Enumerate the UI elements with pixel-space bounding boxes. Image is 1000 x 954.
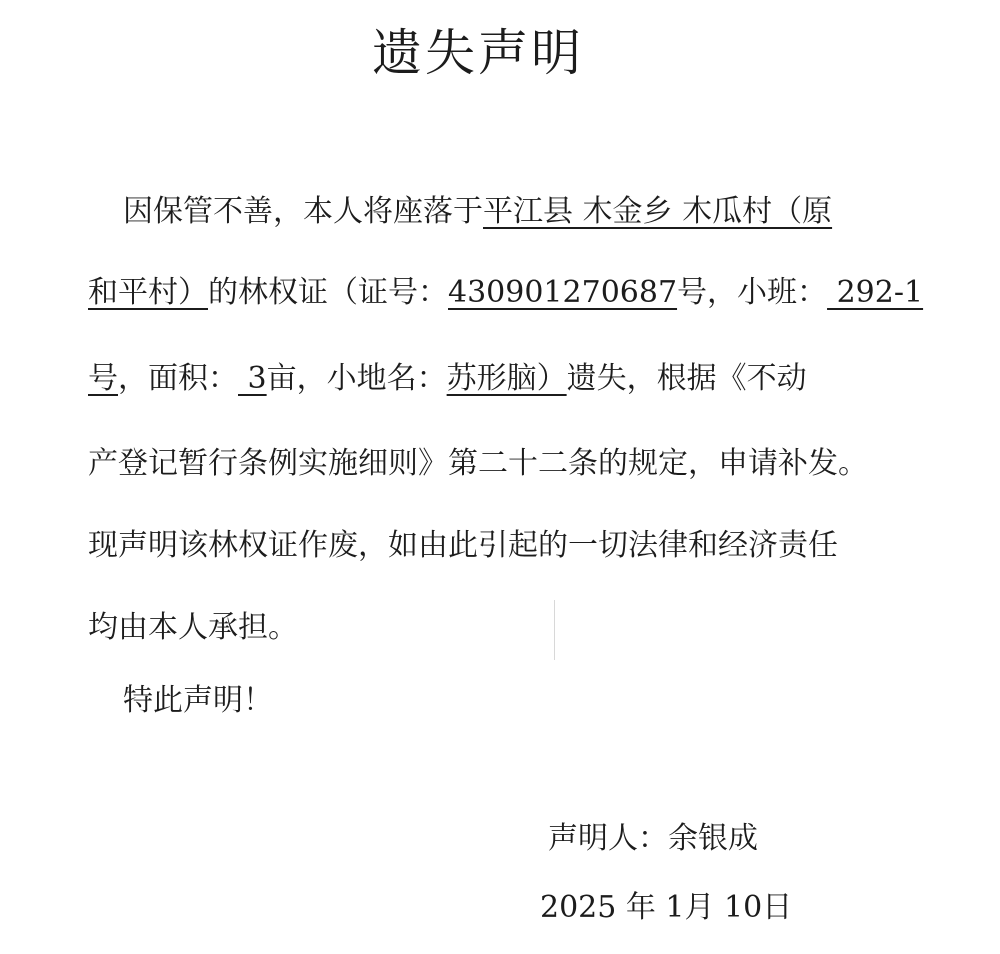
declarant-signature: 声明人：余银成 — [548, 821, 758, 856]
location-field-end: 和平村） — [88, 275, 208, 310]
area-field: 3 — [238, 361, 267, 396]
body-text: 特此声明！ — [123, 683, 273, 718]
closing-statement — [123, 681, 963, 721]
lot-number-field: 292-1 — [827, 275, 924, 310]
body-line-3 — [88, 359, 928, 399]
body-text: 因保管不善，本人将座落于 — [123, 194, 483, 229]
body-text: ，面积： — [118, 361, 238, 396]
location-field: 平江县 木金乡 木瓜村（原 — [483, 194, 833, 229]
body-text: 的林权证（证号： — [208, 275, 448, 310]
document-title: 遗失声明 — [372, 24, 584, 82]
body-text: 现声明该林权证作废，如由此引起的一切法律和经济责任 — [88, 528, 838, 563]
body-text: 号，小班： — [677, 275, 828, 310]
body-text: 遗失，根据《不动 — [566, 361, 807, 396]
declaration-date: 2025 年 1月 10日 — [540, 890, 793, 925]
place-name-field: 苏形脑） — [446, 361, 567, 396]
body-line-2 — [88, 273, 928, 313]
body-line-4 — [88, 444, 928, 484]
body-line-5 — [88, 526, 928, 566]
certificate-number-field: 430901270687 — [448, 275, 678, 310]
body-text: 亩，小地名： — [266, 361, 447, 396]
body-text: 产登记暂行条例实施细则》第二十二条的规定，申请补发。 — [88, 446, 868, 481]
lot-number-field-end: 号 — [88, 361, 118, 396]
body-line-1 — [123, 192, 963, 232]
body-text: 均由本人承担。 — [88, 610, 298, 645]
body-line-6 — [88, 608, 928, 648]
